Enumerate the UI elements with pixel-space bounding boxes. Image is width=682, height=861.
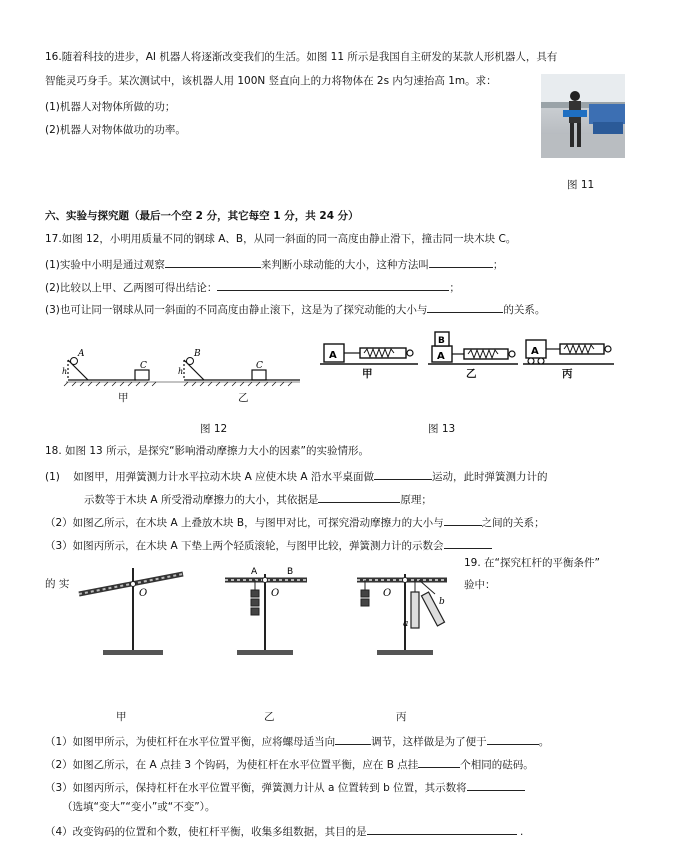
fig13-caption: 图 13 xyxy=(428,423,456,435)
fig12-label-yi: 乙 xyxy=(238,392,249,404)
q16-sub2: (2)机器人对物体做功的功率。 xyxy=(45,124,186,136)
q18-part2 xyxy=(45,514,545,530)
section-title: 六、实验与探究题（最后一个空 2 分，其它每空 1 分，共 24 分） xyxy=(45,210,359,222)
q18-p1-text-d: 原理； xyxy=(400,494,432,506)
q16-line2: 智能灵巧身手。某次测试中，该机器人用 100N 竖直向上的力将物体在 2s 内匀速抬高 1m。求： xyxy=(45,75,497,87)
q18-blank-reading[interactable] xyxy=(444,537,492,549)
q17-p2-text-a: (2)比较以上甲、乙两图可得出结论： xyxy=(45,282,218,294)
q18-p1-text-c: 示数等于木块 A 所受滑动摩擦力的大小，其依据是 xyxy=(84,494,319,506)
fig11-caption: 图 11 xyxy=(567,179,595,191)
lever-yi-label-a: A xyxy=(251,567,258,577)
fig13-bing-label-a: A xyxy=(531,346,539,357)
lever-bing-label-a: a xyxy=(403,619,409,629)
q17-blank-relation[interactable] xyxy=(427,301,503,313)
fig12-label-h2: h xyxy=(178,367,184,376)
q18-part1 xyxy=(45,468,547,484)
q19-stem-right1: 19. 在“探究杠杆的平衡条件” xyxy=(464,557,600,569)
q17-p3-text-a: (3)也可让同一钢球从同一斜面的不同高度由静止滚下，这是为了探究动能的大小与 xyxy=(45,304,428,316)
lever-label-yi: 乙 xyxy=(264,711,275,723)
q16-sub1: (1)机器人对物体所做的功； xyxy=(45,101,176,113)
lever-bing-label-o: O xyxy=(383,588,392,599)
q17-blank-observe[interactable] xyxy=(165,256,261,268)
q19-part4 xyxy=(45,823,523,839)
q19-blank-direction[interactable] xyxy=(335,733,371,745)
q18-part3 xyxy=(45,537,492,553)
q17-p3-text-b: 的关系。 xyxy=(503,304,546,316)
lever-yi xyxy=(225,574,307,655)
q19-blank-goal[interactable] xyxy=(367,823,517,835)
q19-part3 xyxy=(45,779,525,795)
lever-label-bing: 丙 xyxy=(396,711,407,723)
q19-p4-text-b: . xyxy=(520,826,524,838)
q19-part1 xyxy=(45,733,549,749)
q19-p2-text-a: （2）如图乙所示，在 A 点挂 3 个钩码，为使杠杆在水平位置平衡，应在 B 点挂 xyxy=(45,759,419,771)
fig13-yi-label-b: B xyxy=(438,336,445,346)
q19-blank-count[interactable] xyxy=(418,756,460,768)
q19-p1-text-b: 调节，这样做是为了便于 xyxy=(371,736,487,748)
q18-p2-text-a: （2）如图乙所示，在木块 A 上叠放木块 B，与图甲对比，可探究滑动摩擦力的大小与 xyxy=(45,517,444,529)
fig12-label-a: A xyxy=(78,349,85,359)
q18-stem: 18. 如图 13 所示，是探究“影响滑动摩擦力大小的因素”的实验情形。 xyxy=(45,445,369,457)
lever-label-jia: 甲 xyxy=(116,711,127,723)
q17-part2 xyxy=(45,279,460,295)
q17-blank-method[interactable] xyxy=(429,256,493,268)
q17-p1-text-b: 来判断小球动能的大小，这种方法叫 xyxy=(260,259,429,271)
q19-p3-text-a: （3）如图丙所示，保持杠杆在水平位置平衡，弹簧测力计从 a 位置转到 b 位置，其示数将 xyxy=(45,782,467,794)
q18-blank-principle[interactable] xyxy=(318,491,400,503)
q18-p2-text-b: 之间的关系； xyxy=(481,517,545,529)
q16-line1: 16.随着科技的进步，AI 机器人将逐渐改变我们的生活。如图 11 所示是我国自主研发的某款人形机器人，具有 xyxy=(45,51,558,63)
lever-jia-label-o: O xyxy=(139,588,148,599)
fig12-label-c2: C xyxy=(256,361,263,371)
q17-part1 xyxy=(45,256,503,272)
q17-p1-text-c: ； xyxy=(492,259,504,271)
robot-photo xyxy=(541,74,625,158)
q19-blank-purpose[interactable] xyxy=(487,733,539,745)
q19-p4-text-a: （4）改变钩码的位置和个数，使杠杆平衡，收集多组数据，其目的是 xyxy=(45,826,367,838)
lever-yi-label-o: O xyxy=(271,588,280,599)
fig13-roller-1 xyxy=(528,358,534,364)
fig13-jia-label-a: A xyxy=(329,350,337,361)
fig12-ball-a xyxy=(71,358,78,365)
fig13-label-yi: 乙 xyxy=(466,368,477,380)
q17-p1-text-a: (1)实验中小明是通过观察 xyxy=(45,259,165,271)
fig13-label-jia: 甲 xyxy=(362,368,373,380)
fig12-label-h1: h xyxy=(62,367,68,376)
fig12-label-c1: C xyxy=(140,361,147,371)
q18-p1-num: (1) xyxy=(45,471,60,483)
fig13-label-bing: 丙 xyxy=(562,368,573,380)
q17-p2-text-b: ； xyxy=(449,282,460,294)
fig12-caption: 图 12 xyxy=(200,423,228,435)
q18-p3-text-a: （3）如图丙所示，在木块 A 下垫上两个轻质滚轮，与图甲比较，弹簧测力计的示数会 xyxy=(45,540,444,552)
q18-p1-text-a: 如图甲，用弹簧测力计水平拉动木块 A 应使木块 A 沿水平桌面做 xyxy=(73,471,374,483)
fig12-yi-ramp xyxy=(184,360,300,380)
q17-blank-conclusion[interactable] xyxy=(217,279,449,291)
q19-stem-right2: 验中： xyxy=(464,579,496,591)
fig12-label-jia: 甲 xyxy=(118,392,129,404)
lever-yi-label-b: B xyxy=(287,567,294,577)
q17-part3 xyxy=(45,301,545,317)
q19-p1-text-c: 。 xyxy=(538,736,550,748)
q19-p1-text-a: （1）如图甲所示，为使杠杆在水平位置平衡，应将螺母适当向 xyxy=(45,736,336,748)
q19-p2-text-b: 个相同的砝码。 xyxy=(460,759,534,771)
q18-blank-motion[interactable] xyxy=(374,468,432,480)
q19-blank-change[interactable] xyxy=(467,779,525,791)
q19-part2 xyxy=(45,756,534,772)
fig13-yi-label-a: A xyxy=(437,351,445,362)
lever-bing xyxy=(357,574,447,655)
q17-stem: 17.如图 12，小明用质量不同的钢球 A、B，从同一斜面的同一高度由静止滑下，撞击同一块木块 C。 xyxy=(45,233,517,245)
q19-stem-left: 的 实 xyxy=(45,578,70,590)
q19-part3-hint: （选填“变大”“变小”或“不变”）。 xyxy=(62,801,216,813)
lever-figures xyxy=(75,560,465,660)
q18-p1-text-b: 运动，此时弹簧测力计的 xyxy=(431,471,548,483)
q18-part1-cont xyxy=(84,491,432,507)
lever-bing-label-b: b xyxy=(439,597,445,607)
figure-12 xyxy=(60,340,310,400)
fig12-label-b: B xyxy=(194,349,201,359)
fig12-ball-b xyxy=(187,358,194,365)
lever-jia xyxy=(79,568,183,655)
q18-blank-factor[interactable] xyxy=(444,514,482,526)
fig13-roller-2 xyxy=(538,358,544,364)
